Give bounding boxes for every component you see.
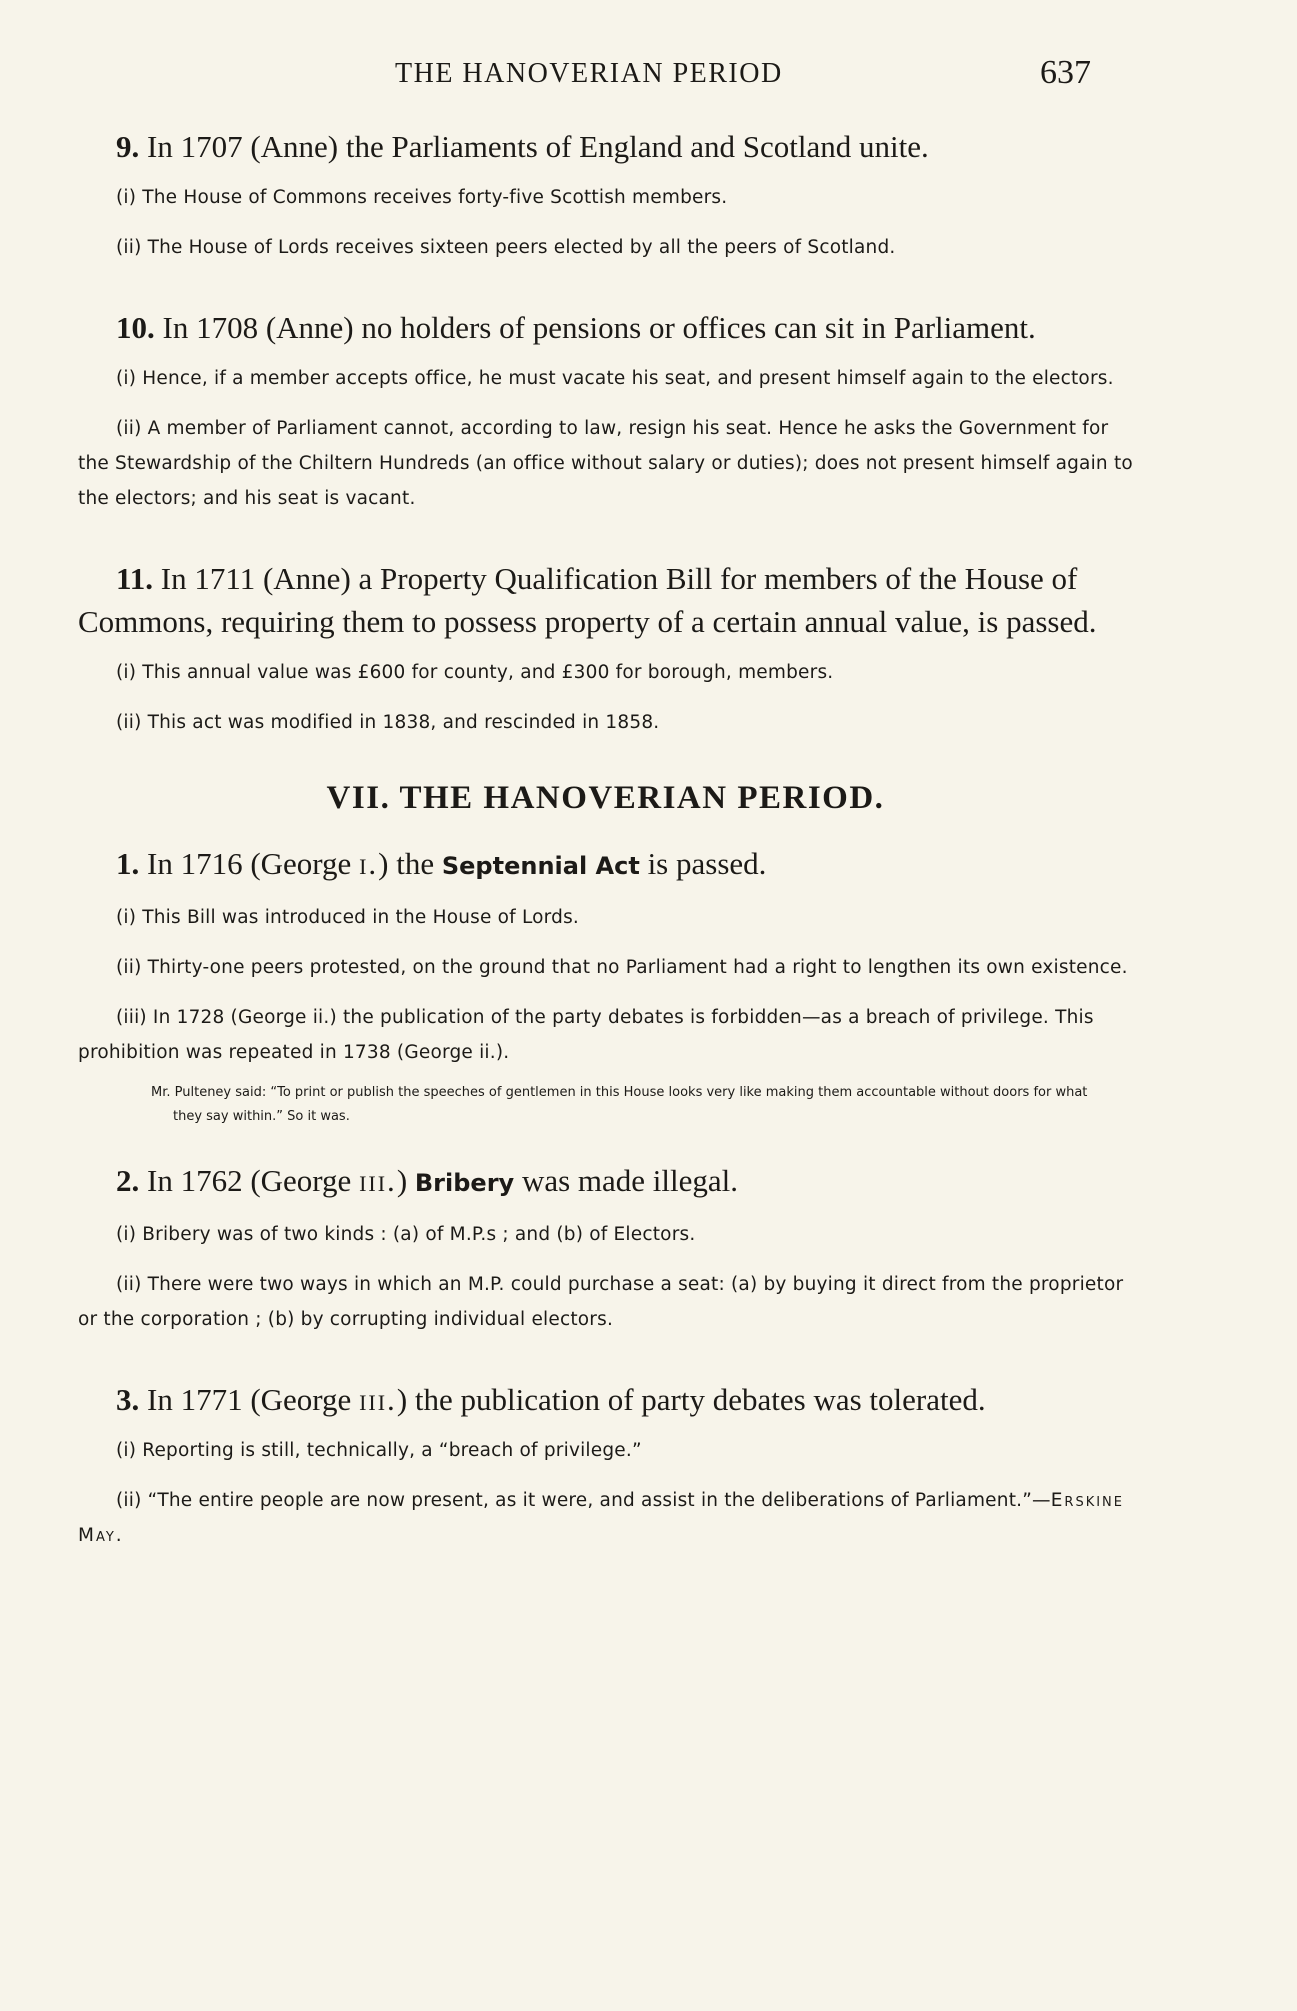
entry-number: 3. [116, 1382, 140, 1417]
entry-heading: 3. In 1771 (George iii.) the publication of party debates was tolerated. [116, 1382, 986, 1417]
page-number: 637 [1040, 54, 1091, 91]
topic-name: Bribery [414, 1169, 515, 1197]
sub-point: (i) This Bill was introduced in the House of Lords. [116, 907, 579, 928]
reign-numeral: i. [359, 846, 379, 881]
act-name: Septennial Act [441, 852, 640, 880]
attribution: Erskine May. [78, 1490, 1124, 1546]
section-heading: VII. THE HANOVERIAN PERIOD. [326, 780, 885, 816]
entry-number: 10. [116, 310, 155, 345]
sub-point: (i) Reporting is still, technically, a “breach of privilege.” [116, 1440, 642, 1461]
entry-number: 9. [116, 129, 140, 164]
entry-heading [116, 125, 1133, 168]
sub-point: (ii) “The entire people are now present, as it were, and assist in the deliberations of Parliament.”—Erskine May. [78, 1490, 1124, 1546]
section-entry-3 [78, 1378, 1133, 1553]
entry-11 [78, 557, 1133, 740]
entry-text: In 1708 (Anne) no holders of pensions or offices can sit in Parliament. [162, 310, 1036, 345]
entry-heading [78, 306, 1133, 349]
sub-point: (ii) Thirty-one peers protested, on the ground that no Parliament had a right to lengthen its own existence. [116, 957, 1128, 978]
running-title: THE HANOVERIAN PERIOD [395, 58, 783, 89]
sub-point: (ii) A member of Parliament cannot, according to law, resign his seat. Hence he asks the Government for the Stewardship of the Chiltern Hundreds (an office without salary or duties); does not present himself again to the electors; and his seat is vacant. [78, 418, 1133, 509]
page-content [78, 125, 1133, 1568]
entry-heading: 1. In 1716 (George i.) the Septennial Act is passed. [116, 846, 767, 881]
entry-heading: 2. In 1762 (George iii.) Bribery was made illegal. [116, 1163, 738, 1198]
sub-point: (ii) There were two ways in which an M.P. could purchase a seat: (a) by buying it direct from the proprietor or the corporation ; (b) by corrupting individual electors. [78, 1274, 1124, 1330]
entry-number: 1. [116, 846, 140, 881]
entry-heading [78, 557, 1133, 643]
sub-point: (i) This annual value was £600 for county, and £300 for borough, members. [116, 662, 834, 683]
entry-text: In 1707 (Anne) the Parliaments of England and Scotland unite. [147, 129, 929, 164]
sub-point: (i) Hence, if a member accepts office, he must vacate his seat, and present himself again to the electors. [116, 368, 1114, 389]
section-entry-2 [78, 1159, 1133, 1337]
reign-numeral: iii. [359, 1163, 397, 1198]
sub-point: (ii) The House of Lords receives sixteen peers elected by all the peers of Scotland. [116, 237, 896, 258]
sub-point: (iii) In 1728 (George ii.) the publication of the party debates is forbidden—as a breach of privilege. This prohibition was repeated in 1738 (George ii.). [78, 1007, 1094, 1063]
entry-number: 2. [116, 1163, 140, 1198]
running-head [0, 54, 1297, 98]
reign-numeral: iii. [359, 1382, 397, 1417]
sub-point: (ii) This act was modified in 1838, and rescinded in 1858. [116, 712, 660, 733]
entry-number: 11. [116, 561, 154, 596]
footnote-quote: Mr. Pulteney said: “To print or publish the speeches of gentlemen in this House looks very like making them accountable without doors for what they say within.” So it was. [151, 1085, 1088, 1124]
entry-10 [78, 306, 1133, 516]
section-entry-1 [78, 842, 1133, 1129]
sub-point: (i) The House of Commons receives forty-five Scottish members. [116, 187, 728, 208]
entry-text: In 1711 (Anne) a Property Qualification Bill for members of the House of Commons, requiring them to possess property of a certain annual value, is passed. [78, 561, 1097, 639]
entry-9 [78, 125, 1133, 265]
sub-point: (i) Bribery was of two kinds : (a) of M.P.s ; and (b) of Electors. [116, 1224, 696, 1245]
